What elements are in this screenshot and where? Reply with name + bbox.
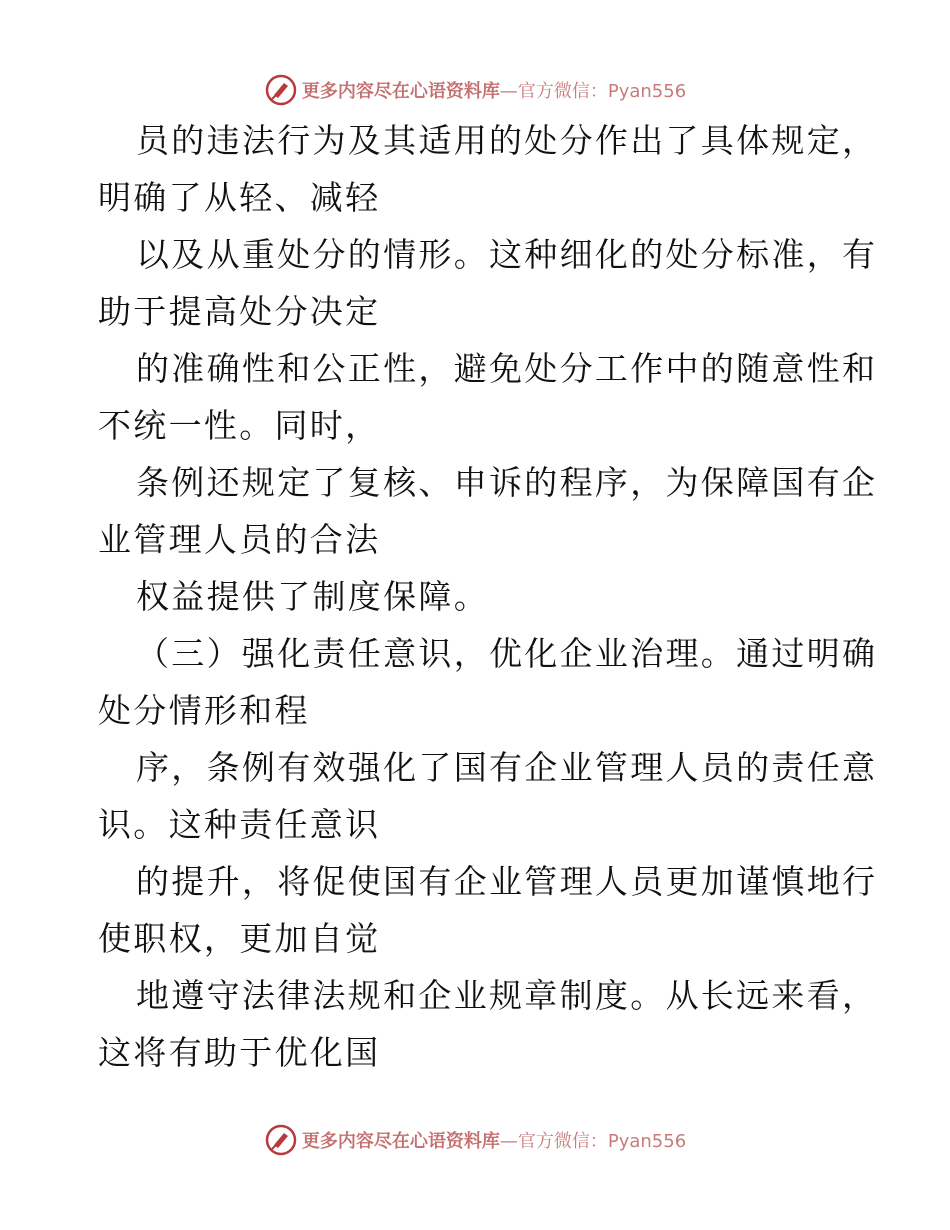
- banner-main-text: 更多内容尽在心语资料库: [301, 81, 500, 102]
- paragraph-line: 不统一性。同时，: [98, 406, 381, 445]
- paragraph-line: 的提升，将促使国有企业管理人员更加谨慎地行: [136, 862, 878, 901]
- banner-wechat-id: Pyan556: [607, 81, 687, 102]
- paragraph-line: 地遵守法律法规和企业规章制度。从长远来看，: [136, 976, 878, 1015]
- banner-text: [302, 1127, 686, 1153]
- footer-banner: [0, 1120, 950, 1160]
- paragraph-line: 这将有助于优化国: [98, 1033, 381, 1072]
- brand-logo-icon: [264, 73, 298, 107]
- banner-wechat-id: Pyan556: [607, 1131, 687, 1152]
- banner-text: [302, 77, 686, 103]
- paragraph-line: 序，条例有效强化了国有企业管理人员的责任意: [136, 748, 878, 787]
- banner-main-text: 更多内容尽在心语资料库: [301, 1131, 500, 1152]
- header-banner: [0, 70, 950, 110]
- paragraph-line: 条例还规定了复核、申诉的程序，为保障国有企: [136, 463, 878, 502]
- document-body: [98, 121, 878, 1091]
- banner-separator: —: [499, 1131, 518, 1152]
- paragraph-line: 权益提供了制度保障。: [136, 577, 489, 616]
- paragraph-line: 业管理人员的合法: [98, 520, 381, 559]
- paragraph-line: （三）强化责任意识，优化企业治理。通过明确: [136, 634, 878, 673]
- paragraph-line: 处分情形和程: [98, 691, 310, 730]
- paragraph-line: 使职权，更加自觉: [98, 919, 381, 958]
- banner-wechat-label: 官方微信：: [517, 81, 608, 102]
- paragraph-line: 员的违法行为及其适用的处分作出了具体规定，: [136, 121, 878, 160]
- banner-wechat-label: 官方微信：: [517, 1131, 608, 1152]
- paragraph-line: 明确了从轻、减轻: [98, 178, 381, 217]
- paragraph-line: 以及从重处分的情形。这种细化的处分标准，有: [136, 235, 878, 274]
- banner-separator: —: [499, 81, 518, 102]
- paragraph-line: 识。这种责任意识: [98, 805, 381, 844]
- paragraph-line: 的准确性和公正性，避免处分工作中的随意性和: [136, 349, 878, 388]
- brand-logo-icon: [264, 1123, 298, 1157]
- paragraph-line: 助于提高处分决定: [98, 292, 381, 331]
